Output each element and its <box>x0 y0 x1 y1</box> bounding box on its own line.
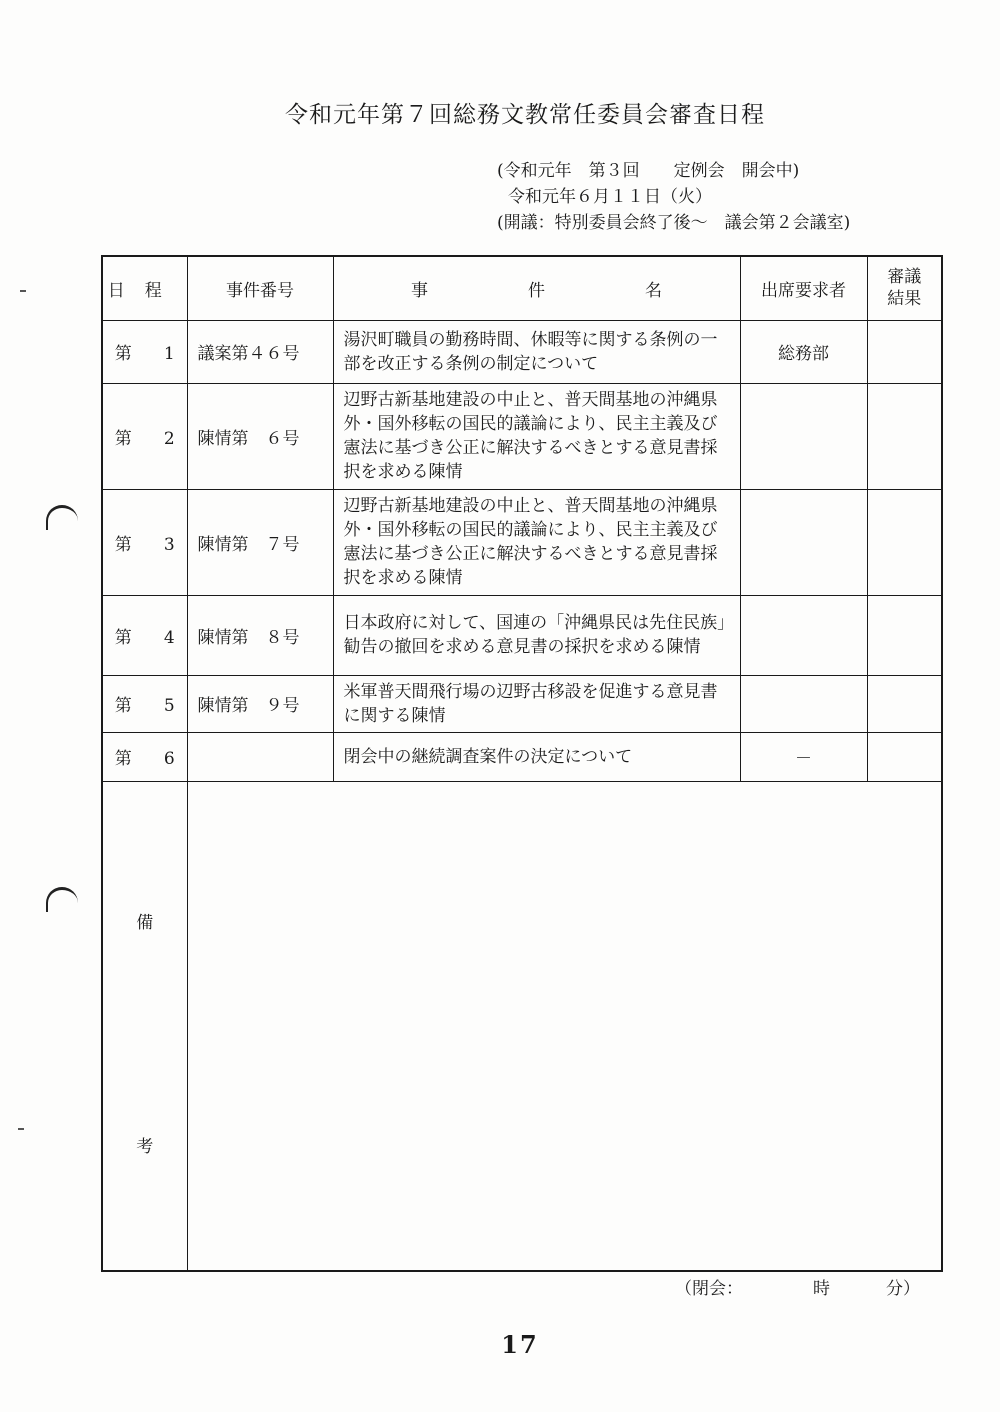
header-day: 日程 <box>102 256 187 320</box>
date-line: 令和元年６月１１日（火） <box>508 187 712 207</box>
closing-prefix: （閉会： <box>675 1279 743 1299</box>
row-day <box>102 489 187 595</box>
day-prefix: 第 <box>114 749 132 769</box>
remarks-row <box>102 781 942 1271</box>
header-result-line: 結果 <box>887 289 922 310</box>
row-result <box>867 489 942 595</box>
row-day <box>102 595 187 675</box>
closing-hour-label: 時 <box>813 1279 830 1299</box>
row-result <box>867 595 942 675</box>
row-day <box>102 383 187 489</box>
row-case-name: 米軍普天間飛行場の辺野古移設を促進する意見書に関する陳情 <box>333 675 740 732</box>
header-required-attendees: 出席要求者 <box>740 256 867 320</box>
row-attendees <box>740 675 867 732</box>
closing-minute-label: 分） <box>886 1279 920 1299</box>
page-number: 17 <box>501 1330 539 1359</box>
row-attendees: 総務部 <box>740 320 867 383</box>
table-row <box>102 320 942 383</box>
table-row <box>102 383 942 489</box>
row-result <box>867 675 942 732</box>
row-result <box>867 732 942 781</box>
row-result <box>867 383 942 489</box>
header-result-line: 審議 <box>887 267 922 288</box>
header-case-name-part: 名 <box>645 280 662 301</box>
day-prefix: 第 <box>114 428 132 449</box>
document-title: 令和元年第７回総務文教常任委員会審査日程 <box>285 102 765 128</box>
table-row <box>102 489 942 595</box>
venue-line: (開議：特別委員会終了後～ 議会第２会議室) <box>497 213 851 233</box>
row-attendees <box>740 489 867 595</box>
remarks-content <box>187 781 942 1271</box>
row-case-name: 湯沢町職員の勤務時間、休暇等に関する条例の一部を改正する条例の制定について <box>333 320 740 383</box>
header-case-name-part: 事 <box>411 280 428 301</box>
row-case-name: 日本政府に対して、国連の「沖縄県民は先住民族」勧告の撤回を求める意見書の採択を求める陳情 <box>333 595 740 675</box>
row-day <box>102 320 187 383</box>
row-day <box>102 675 187 732</box>
row-case-number: 陳情第 ９号 <box>187 675 333 732</box>
day-prefix: 第 <box>114 627 132 648</box>
row-attendees <box>740 383 867 489</box>
closing-time <box>675 1274 920 1299</box>
table-row <box>102 595 942 675</box>
day-number: 3 <box>163 534 175 555</box>
header-case-name-part: 件 <box>528 280 545 301</box>
day-number: 4 <box>163 627 175 648</box>
table-row <box>102 732 942 781</box>
row-case-name: 辺野古新基地建設の中止と、普天間基地の沖縄県外・国外移転の国民的議論により、民主主義及び憲法に基づき公正に解決するべきとする意見書採択を求める陳情 <box>333 489 740 595</box>
row-case-number: 陳情第 ８号 <box>187 595 333 675</box>
remarks-label <box>102 781 187 1271</box>
day-prefix: 第 <box>114 344 132 364</box>
row-case-number: 議案第４６号 <box>187 320 333 383</box>
day-number: 6 <box>163 749 175 769</box>
row-case-number: 陳情第 ７号 <box>187 489 333 595</box>
row-day <box>102 732 187 781</box>
margin-mark <box>18 1128 24 1130</box>
session-line: (令和元年 第３回 定例会 開会中) <box>497 161 800 181</box>
row-attendees: － <box>740 732 867 781</box>
day-number: 2 <box>163 428 175 449</box>
row-case-name: 辺野古新基地建設の中止と、普天間基地の沖縄県外・国外移転の国民的議論により、民主主義及び憲法に基づき公正に解決するべきとする意見書採択を求める陳情 <box>333 383 740 489</box>
header-case-name <box>333 256 740 320</box>
row-case-name: 閉会中の継続調査案件の決定について <box>333 732 740 781</box>
table-row <box>102 675 942 732</box>
remarks-label-char: 備 <box>136 912 154 933</box>
day-prefix: 第 <box>114 696 132 716</box>
day-number: 5 <box>163 696 175 716</box>
punch-hole <box>46 505 78 530</box>
margin-mark <box>20 290 26 292</box>
row-attendees <box>740 595 867 675</box>
day-number: 1 <box>163 344 175 364</box>
row-case-number: 陳情第 ６号 <box>187 383 333 489</box>
row-result <box>867 320 942 383</box>
header-case-number: 事件番号 <box>187 256 333 320</box>
header-result <box>867 256 942 320</box>
agenda-table <box>101 255 943 1272</box>
remarks-label-char: 考 <box>136 1136 154 1157</box>
table-header-row <box>102 256 942 320</box>
row-case-number <box>187 732 333 781</box>
day-prefix: 第 <box>114 534 132 555</box>
punch-hole <box>46 887 78 912</box>
